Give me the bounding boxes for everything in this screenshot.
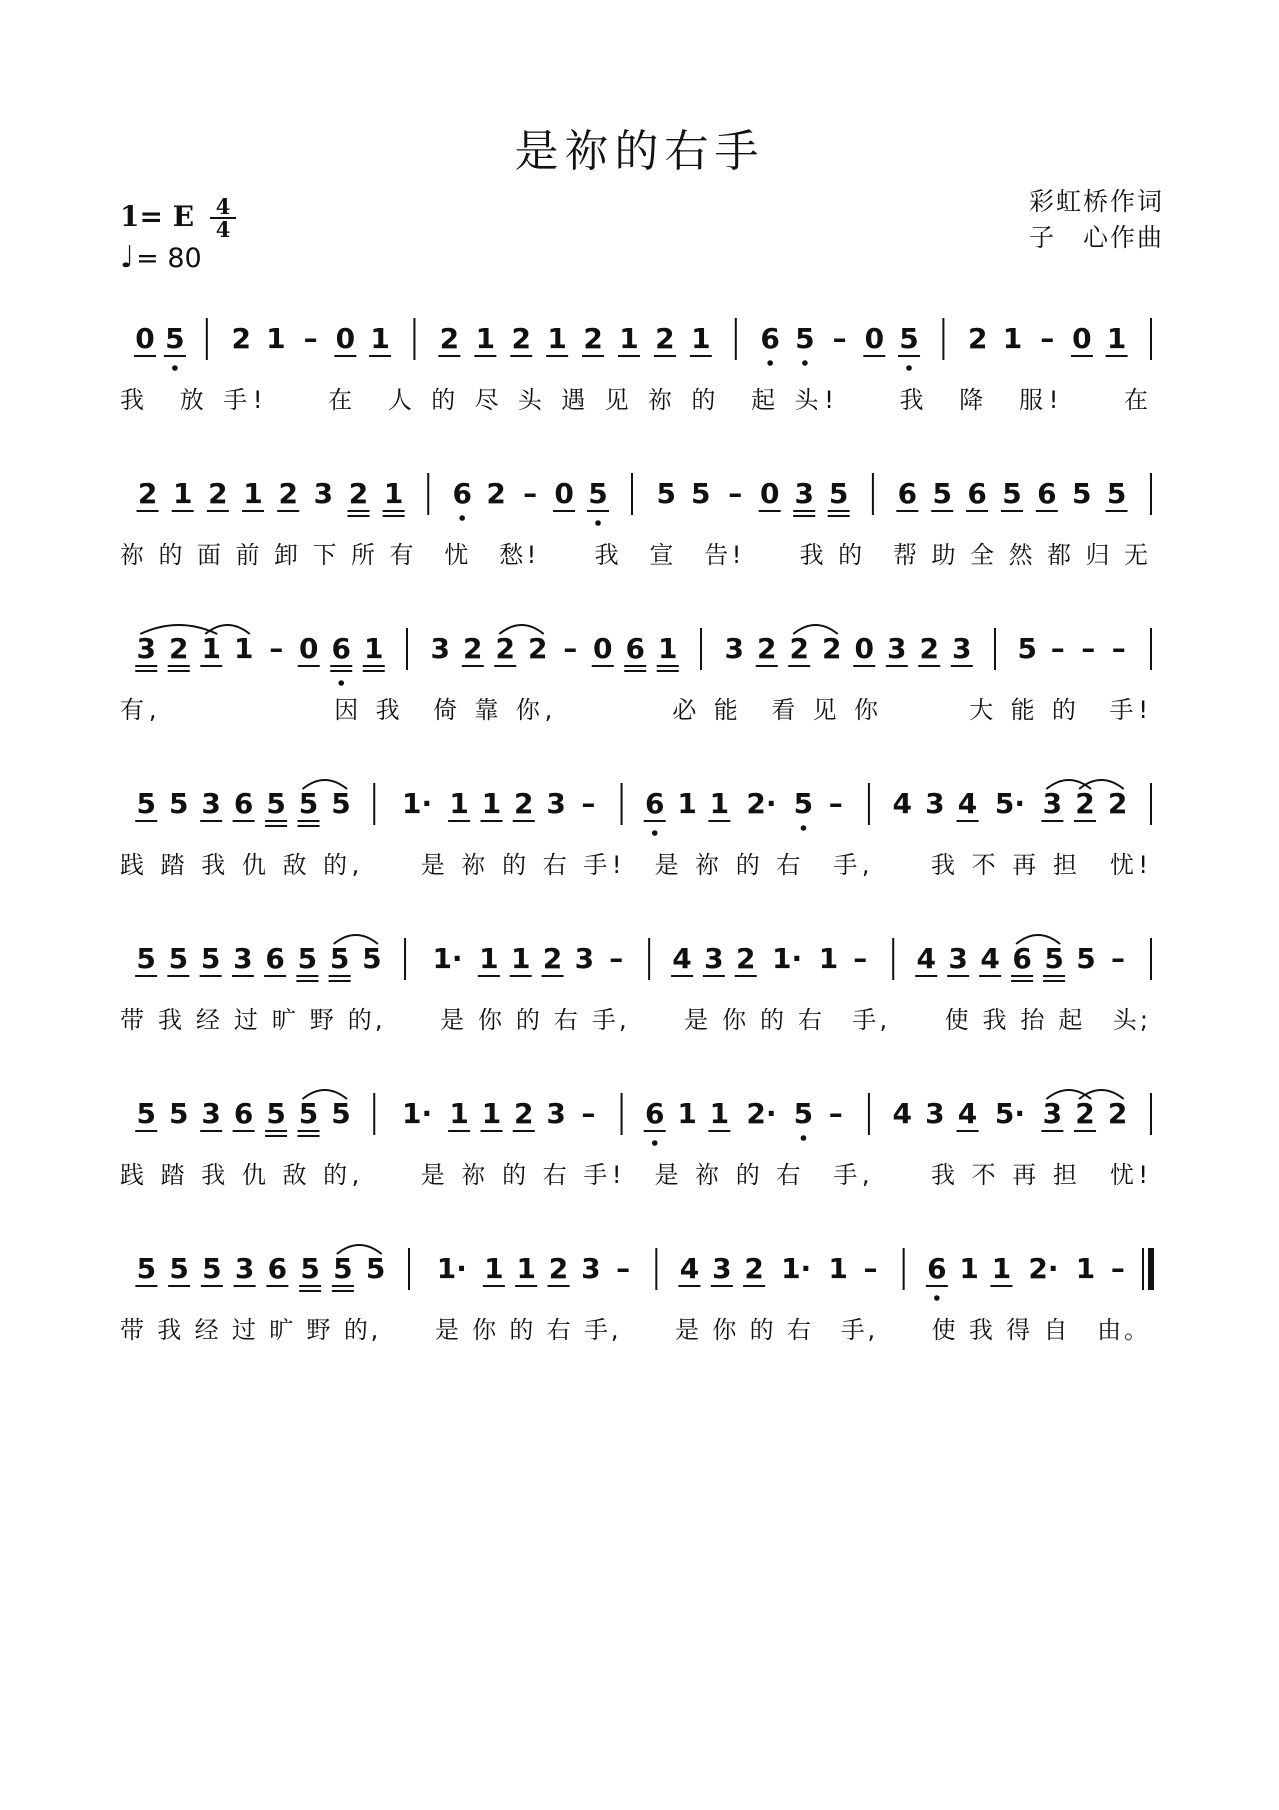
note: 6 [967, 477, 987, 510]
note: 5 [136, 1097, 156, 1130]
note: 1 [658, 632, 678, 665]
note: 3 [136, 632, 156, 665]
note: – [832, 322, 847, 355]
note: 2 [278, 477, 298, 510]
low-octave-dot [652, 830, 658, 836]
note: 6 [644, 787, 665, 820]
note: 1 [677, 1097, 697, 1130]
note: – [303, 322, 318, 355]
note: 0 [299, 632, 319, 665]
note: 4 [892, 787, 912, 820]
note: 5 [331, 1097, 351, 1130]
note: 2 [463, 632, 483, 665]
note: 2 [514, 1097, 534, 1130]
note: 2 [169, 632, 189, 665]
note: 1 [172, 477, 193, 510]
note: 1 [479, 942, 499, 975]
note: 1· [432, 942, 463, 975]
note: 2 [137, 477, 158, 510]
note: – [1111, 632, 1126, 665]
note: 6 [267, 1252, 288, 1285]
note: 6 [233, 1097, 254, 1130]
note: 2 [919, 632, 939, 665]
low-octave-dot [459, 515, 465, 521]
note: 1 [243, 477, 263, 510]
note: 3 [574, 942, 595, 975]
low-octave-dot [595, 520, 601, 526]
note: 1 [449, 787, 469, 820]
note: – [1111, 942, 1126, 975]
note: 2 [1075, 787, 1095, 820]
note: 3 [1042, 1097, 1063, 1130]
note: 5 [1071, 477, 1092, 510]
note: – [1040, 322, 1055, 355]
lyrics-line: 践 踏 我 仇 敌 的, 是 祢 的 右 手! 是 祢 的 右 手, 我 不 再 担 忧! [120, 1161, 1148, 1189]
tempo-value: = 80 [136, 243, 202, 274]
note: 1 [709, 1097, 730, 1130]
note: 1 [516, 1252, 536, 1285]
low-octave-dot [652, 1140, 658, 1146]
note: 5 [168, 1097, 189, 1130]
note: 5 [297, 942, 318, 975]
note: 1· [781, 1252, 812, 1285]
note: 0 [554, 477, 574, 510]
note: 2 [757, 632, 777, 665]
note: 2 [439, 322, 460, 355]
note: 0 [135, 322, 155, 355]
note: 5 [202, 1252, 222, 1285]
note: 5 [298, 1097, 319, 1130]
note: 1 [484, 1252, 504, 1285]
low-octave-dot [801, 825, 807, 831]
note: 5 [828, 477, 849, 510]
note: 5 [793, 1097, 814, 1130]
note: 4 [980, 942, 1000, 975]
lyrics-line: 我 放 手! 在 人 的 尽 头 遇 见 祢 的 起 头! 我 降 服! 在 [120, 386, 1148, 414]
note: 1 [510, 942, 531, 975]
note: – [269, 632, 284, 665]
note: 5 [300, 1252, 320, 1285]
note: 3 [546, 1097, 566, 1130]
note: 5 [1076, 942, 1096, 975]
note: 3 [233, 942, 253, 975]
note: 5 [168, 787, 189, 820]
note: 6 [897, 477, 918, 510]
lyrics-line: 有, 因 我 倚 靠 你, 必 能 看 见 你 大 能 的 手! [120, 696, 1148, 724]
time-signature-numerator: 4 [215, 194, 231, 219]
note: 1· [772, 942, 803, 975]
note: 5 [136, 787, 156, 820]
note: 2 [735, 942, 756, 975]
note: 1 [1075, 1252, 1096, 1285]
note: 1· [436, 1252, 467, 1285]
note: – [1110, 1252, 1125, 1285]
page-title: 是祢的右手 [514, 126, 765, 177]
note: 1 [828, 1252, 848, 1285]
lyrics-line: 带 我 经 过 旷 野 的, 是 你 的 右 手, 是 你 的 右 手, 使 我 抬 起 头; [120, 1006, 1148, 1034]
note: 5 [169, 1252, 189, 1285]
note: – [828, 787, 843, 820]
note: 3 [887, 632, 907, 665]
note: 1 [959, 1252, 979, 1285]
note: 5 [362, 942, 382, 975]
note: 2 [208, 477, 228, 510]
note: 1 [1002, 322, 1023, 355]
note: 6 [331, 632, 351, 665]
note: 5 [266, 787, 286, 820]
note: 1 [370, 322, 390, 355]
note: 3 [794, 477, 814, 510]
note: 6 [1012, 942, 1032, 975]
note: 2 [1107, 1097, 1128, 1130]
note: 5 [1106, 477, 1127, 510]
note: 6 [644, 1097, 665, 1130]
note: 6 [452, 477, 472, 510]
note: 5 [168, 942, 189, 975]
note: – [581, 787, 596, 820]
note: 1 [475, 322, 496, 355]
note: 5 [165, 322, 185, 355]
note: 1 [364, 632, 384, 665]
note: – [828, 1097, 843, 1130]
note: – [523, 477, 538, 510]
lyrics-line: 祢 的 面 前 卸 下 所 有 忧 愁! 我 宣 告! 我 的 帮 助 全 然 都 归 无 [120, 541, 1148, 569]
lyrics-line: 践 踏 我 仇 敌 的, 是 祢 的 右 手! 是 祢 的 右 手, 我 不 再 担 忧! [120, 851, 1148, 879]
note: 2 [514, 787, 534, 820]
note: 5 [1044, 942, 1064, 975]
note: 4 [679, 1252, 700, 1285]
note: 6 [760, 322, 780, 355]
low-octave-dot [338, 680, 344, 686]
note: 6 [265, 942, 285, 975]
note: 2· [1028, 1252, 1059, 1285]
note: 3 [546, 787, 566, 820]
note: 1 [991, 1252, 1012, 1285]
note: 1 [709, 787, 730, 820]
note: 1 [383, 477, 404, 510]
note: 5· [994, 1097, 1026, 1130]
note: 0 [593, 632, 613, 665]
note: – [609, 942, 624, 975]
note: 1 [691, 322, 711, 355]
note: 2 [1075, 1097, 1095, 1130]
note: 1 [201, 632, 221, 665]
note: 2 [968, 322, 988, 355]
note: 5· [994, 787, 1026, 820]
note: 3 [581, 1252, 601, 1285]
note: 3 [712, 1252, 732, 1285]
note: 5 [690, 477, 711, 510]
low-octave-dot [934, 1295, 940, 1301]
note: 0 [864, 322, 885, 355]
note: 1 [234, 632, 254, 665]
note: 4 [892, 1097, 912, 1130]
note: 2 [495, 632, 515, 665]
note: – [581, 1097, 596, 1130]
lyrics-line: 带 我 经 过 旷 野 的, 是 你 的 右 手, 是 你 的 右 手, 使 我 得 自 由。 [120, 1316, 1148, 1344]
note: 1 [547, 322, 567, 355]
note: 3 [201, 787, 221, 820]
note: 5 [588, 477, 608, 510]
note: 2 [548, 1252, 569, 1285]
key-signature: 1= E [120, 200, 195, 233]
note: 2 [348, 477, 369, 510]
note: 2 [486, 477, 506, 510]
note: 3 [1042, 787, 1063, 820]
note: – [728, 477, 743, 510]
note: 2 [511, 322, 531, 355]
note: – [1081, 632, 1096, 665]
note: 2 [822, 632, 842, 665]
note: 3 [952, 632, 972, 665]
note: 5 [1017, 632, 1037, 665]
note: 5 [298, 787, 319, 820]
note: 1 [481, 1097, 502, 1130]
note: 2 [789, 632, 809, 665]
note: 3 [948, 942, 968, 975]
note: 4 [672, 942, 692, 975]
note: 2 [744, 1252, 764, 1285]
note: 1 [449, 1097, 469, 1130]
note: 5 [932, 477, 952, 510]
note: 0 [1072, 322, 1092, 355]
note: 5 [331, 787, 351, 820]
low-octave-dot [801, 1135, 807, 1141]
note: 2 [1107, 787, 1128, 820]
note: – [1050, 632, 1065, 665]
note: 1 [481, 787, 502, 820]
note: 5 [1002, 477, 1022, 510]
note: 1· [402, 787, 433, 820]
note: 1 [1106, 322, 1127, 355]
note: – [863, 1252, 878, 1285]
quarter-note-icon: ♩ [120, 240, 135, 275]
note: 5 [365, 1252, 386, 1285]
note: 5 [656, 477, 676, 510]
low-octave-dot [802, 360, 808, 366]
note: 5 [793, 787, 814, 820]
note: 4 [957, 1097, 978, 1130]
note: 6 [625, 632, 645, 665]
note: 1 [619, 322, 639, 355]
note: 5 [136, 1252, 157, 1285]
note: 6 [1037, 477, 1057, 510]
note: 3 [925, 787, 945, 820]
note: 2· [746, 1097, 777, 1130]
note: 3 [925, 1097, 945, 1130]
note: 5 [329, 942, 350, 975]
note: 3 [430, 632, 450, 665]
note: 5 [899, 322, 919, 355]
note: 1 [818, 942, 839, 975]
note: 2 [655, 322, 675, 355]
note: 5 [266, 1097, 286, 1130]
note: 5 [333, 1252, 353, 1285]
note: 3 [724, 632, 744, 665]
note: – [563, 632, 578, 665]
low-octave-dot [906, 365, 912, 371]
note: 0 [759, 477, 780, 510]
note: 3 [201, 1097, 221, 1130]
note: 1 [677, 787, 697, 820]
note: 2 [528, 632, 548, 665]
note: – [853, 942, 868, 975]
low-octave-dot [767, 360, 773, 366]
note: 5 [136, 942, 156, 975]
note: 6 [233, 787, 254, 820]
lyricist-credit: 彩虹桥作词 [1028, 187, 1164, 216]
note: 0 [854, 632, 874, 665]
low-octave-dot [172, 365, 178, 371]
time-signature-denominator: 4 [210, 217, 236, 240]
note: 1 [266, 322, 286, 355]
note: 5 [200, 942, 221, 975]
note: 0 [335, 322, 356, 355]
note: 4 [957, 787, 978, 820]
note: 5 [795, 322, 815, 355]
note: – [616, 1252, 631, 1285]
note: 2 [583, 322, 603, 355]
note: 4 [916, 942, 936, 975]
note: 6 [927, 1252, 947, 1285]
note: 2· [746, 787, 777, 820]
note: 3 [704, 942, 724, 975]
note: 2 [231, 322, 251, 355]
composer-credit: 子 心作曲 [1028, 223, 1164, 252]
note: 2 [542, 942, 563, 975]
note: 1· [402, 1097, 433, 1130]
note: 3 [313, 477, 334, 510]
note: 3 [234, 1252, 255, 1285]
